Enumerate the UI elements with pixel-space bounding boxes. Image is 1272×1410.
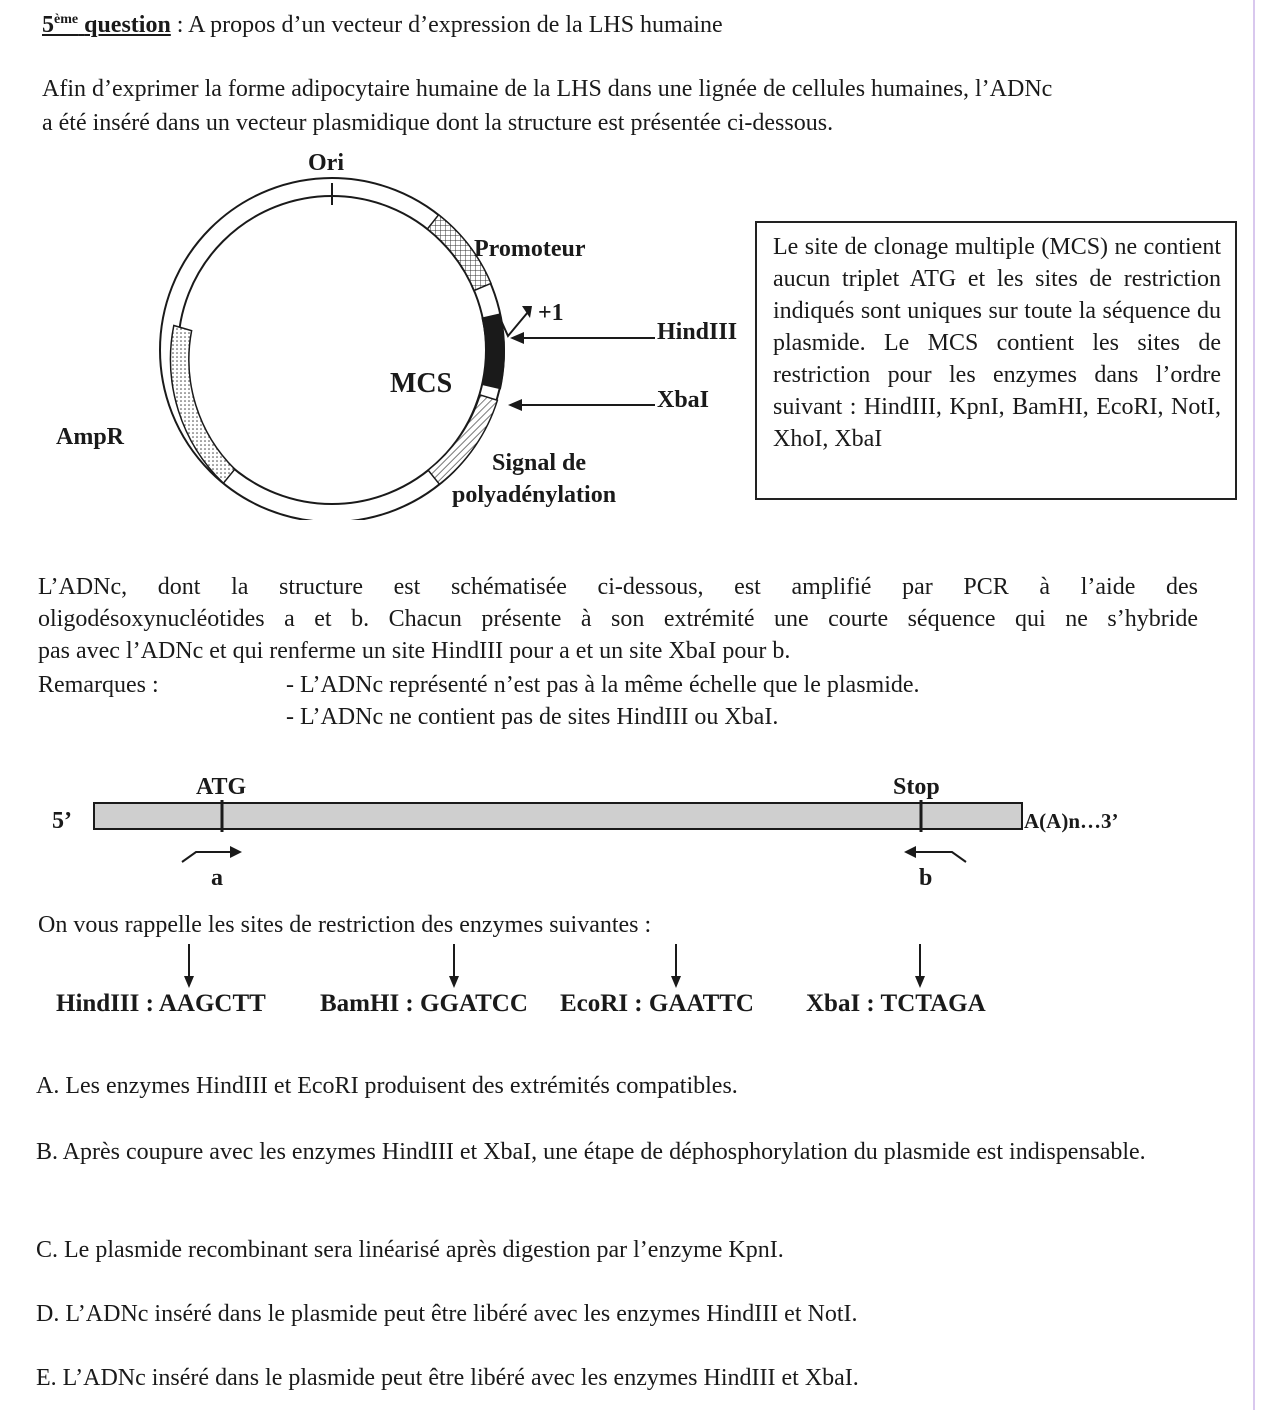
site-bamhi: BamHI : GGATCC xyxy=(320,990,528,1017)
polya-label-2: polyadénylation xyxy=(452,482,617,508)
question-heading xyxy=(42,10,723,40)
three-prime-label: A(A)n…3’ xyxy=(1024,809,1119,833)
option-c: C. Le plasmide recombinant sera linéarisé après digestion par l’enzyme KpnI. xyxy=(36,1237,784,1263)
mcs-segment xyxy=(482,314,504,388)
primer-a-arrow xyxy=(182,852,232,862)
promoter-label: Promoteur xyxy=(474,236,586,262)
plasmid-diagram xyxy=(0,140,760,520)
pcr-line-1: L’ADNc, dont la structure est schématisée ci-dessous, est amplifié par PCR à l’aide des xyxy=(38,574,1198,600)
remark-2: - L’ADNc ne contient pas de sites HindIII ou XbaI. xyxy=(286,704,779,730)
option-b: B. Après coupure avec les enzymes HindIII et XbaI, une étape de déphosphorylation du plasmide est indispensable. xyxy=(36,1139,1146,1165)
stop-label: Stop xyxy=(893,774,940,800)
primer-b-arrow xyxy=(914,852,966,862)
intro-line-1: Afin d’exprimer la forme adipocytaire humaine de la LHS dans une lignée de cellules humaines, l’ADNc xyxy=(42,76,1053,102)
option-a: A. Les enzymes HindIII et EcoRI produisent des extrémités compatibles. xyxy=(36,1073,738,1099)
option-d: D. L’ADNc inséré dans le plasmide peut être libéré avec les enzymes HindIII et NotI. xyxy=(36,1301,858,1327)
polya-label-1: Signal de xyxy=(492,450,587,476)
mcs-info-box xyxy=(755,221,1237,500)
site-hindiii: HindIII : AAGCTT xyxy=(56,990,266,1017)
remark-1: - L’ADNc représenté n’est pas à la même échelle que le plasmide. xyxy=(286,672,920,698)
option-e: E. L’ADNc inséré dans le plasmide peut être libéré avec les enzymes HindIII et XbaI. xyxy=(36,1365,859,1391)
question-number: 5ème question xyxy=(42,12,171,38)
pcr-line-2: oligodésoxynucléotides a et b. Chacun présente à son extrémité une courte séquence qui ne s’hybride xyxy=(38,606,1198,632)
reminder-text: On vous rappelle les sites de restriction des enzymes suivantes : xyxy=(38,912,652,938)
cdna-bar xyxy=(94,803,1022,829)
remarks-label: Remarques : xyxy=(38,672,159,698)
page-margin-line xyxy=(1253,0,1255,1410)
primer-a-label: a xyxy=(211,865,223,891)
site-ecori: EcoRI : GAATTC xyxy=(560,990,754,1017)
primer-b-label: b xyxy=(919,865,933,891)
intro-line-2: a été inséré dans un vecteur plasmidique dont la structure est présentée ci-dessous. xyxy=(42,110,834,136)
polya-segment xyxy=(428,395,497,484)
atg-label: ATG xyxy=(196,774,247,800)
cdna-diagram xyxy=(0,765,1200,895)
ori-label: Ori xyxy=(308,150,344,176)
plus-one-label: +1 xyxy=(538,300,564,326)
site-xbai: XbaI : TCTAGA xyxy=(806,990,986,1017)
xbai-label: XbaI xyxy=(657,387,710,413)
ampr-label: AmpR xyxy=(56,424,125,450)
mcs-label: MCS xyxy=(390,368,453,399)
pcr-line-3: pas avec l’ADNc et qui renferme un site HindIII pour a et un site XbaI pour b. xyxy=(38,638,791,664)
cut-arrows xyxy=(0,940,1000,992)
mcs-info-text: Le site de clonage multiple (MCS) ne contient aucun triplet ATG et les sites de restriction indiqués sont uniques sur toute la séquence du plasmide. Le MCS contient les sites de restriction pour les enzymes dans l’ordre suivant : HindIII, KpnI, BamHI, EcoRI, NotI, XhoI, XbaI xyxy=(773,234,1221,452)
five-prime-label: 5’ xyxy=(52,808,72,834)
question-title: : A propos d’un vecteur d’expression de la LHS humaine xyxy=(170,12,723,38)
ampr-segment xyxy=(170,326,234,484)
hindiii-label: HindIII xyxy=(657,319,738,345)
